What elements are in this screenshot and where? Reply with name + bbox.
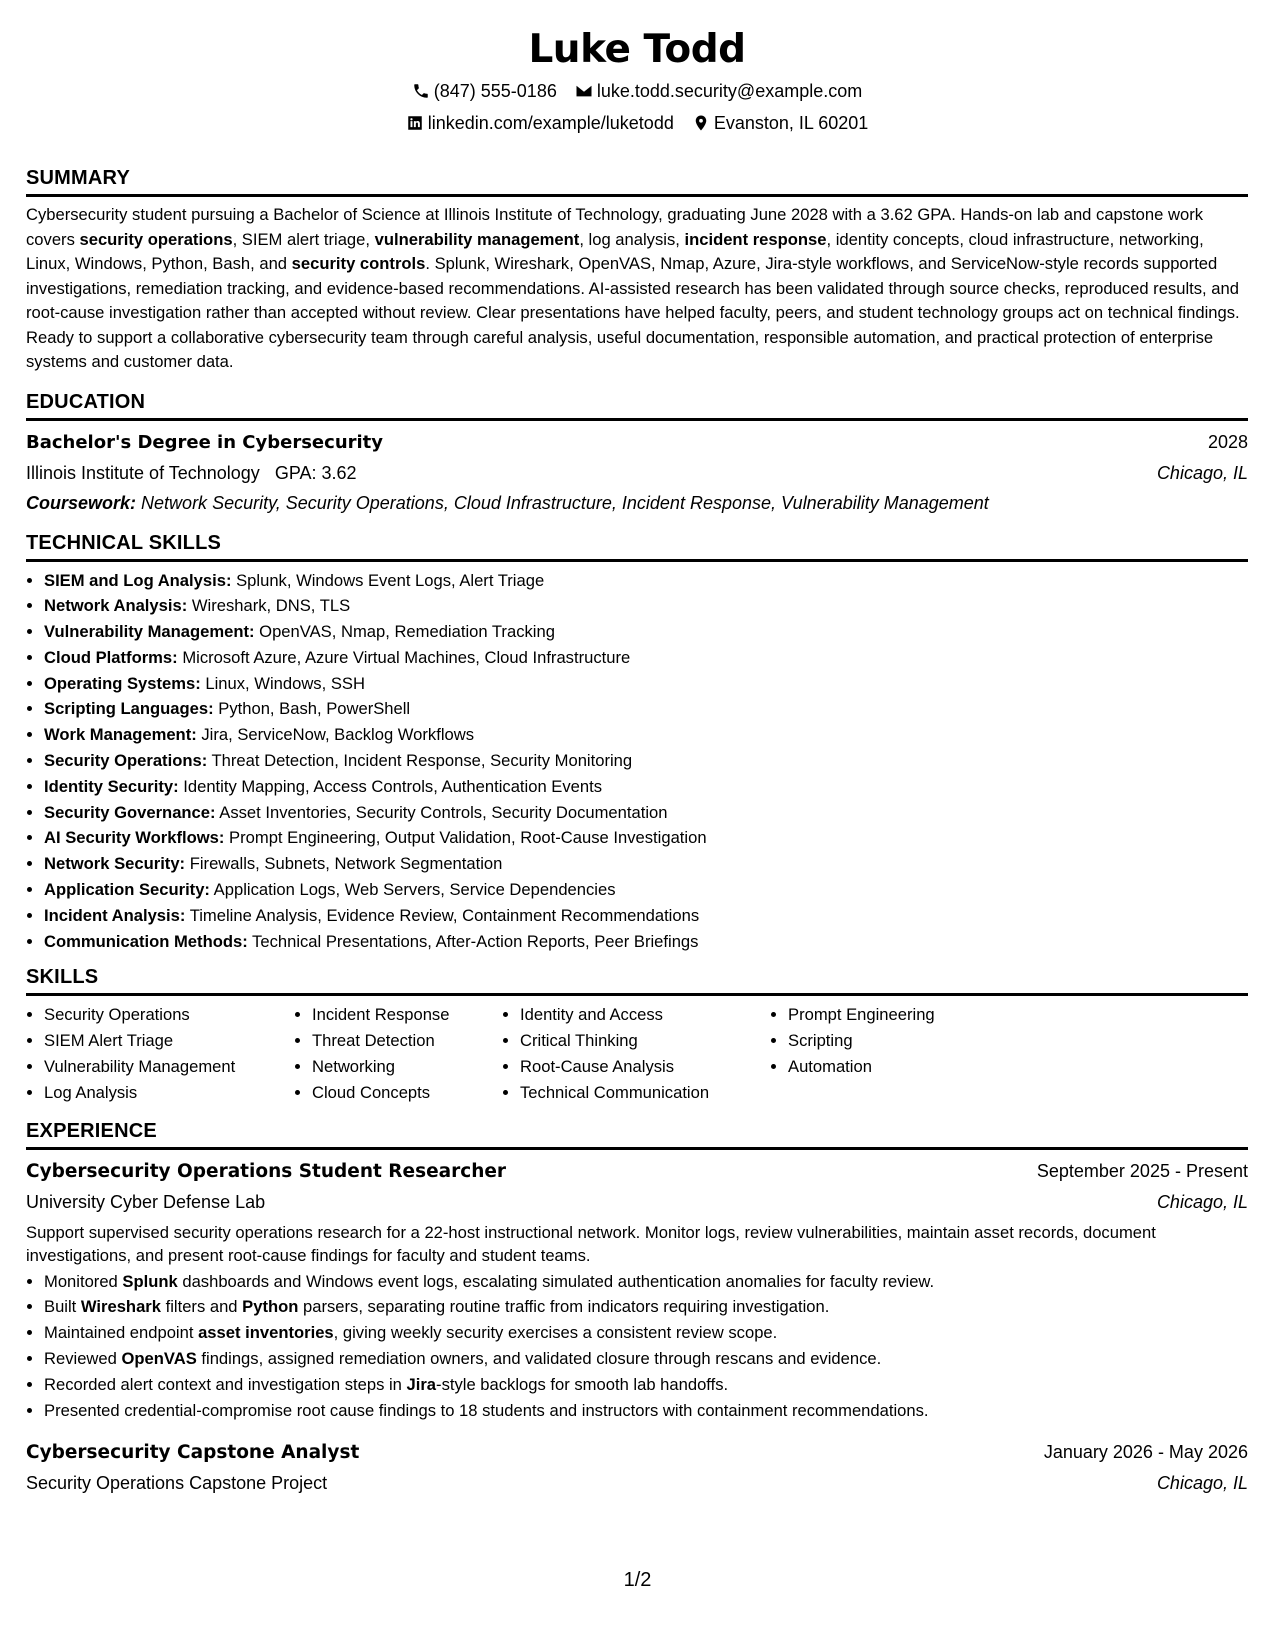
education-section xyxy=(26,389,1248,518)
bullet-text: Reviewed xyxy=(44,1349,122,1369)
section-divider xyxy=(26,993,1248,996)
skill-category: Work Management: xyxy=(44,725,197,745)
coursework-list: Network Security, Security Operations, Cloud Infrastructure, Incident Response, Vulnerability Management xyxy=(141,492,989,513)
bullet-text: Maintained endpoint xyxy=(44,1323,199,1343)
bullet-keyword: Splunk xyxy=(122,1271,178,1291)
job-description: Support supervised security operations research for a 22-host instructional network. Monitor logs, review vulnerabilities, maintain asset records, document investigations, and present root-cause findings for faculty and student teams. xyxy=(26,1222,1156,1265)
skill-values: Jira, ServiceNow, Backlog Workflows xyxy=(201,725,475,745)
list-item xyxy=(44,1320,1248,1346)
degree-row xyxy=(26,427,1248,458)
bullet-text: Recorded alert context and investigation steps in xyxy=(44,1374,407,1394)
skill-category: Application Security: xyxy=(44,880,210,900)
section-divider xyxy=(26,1147,1248,1150)
institution-line xyxy=(26,458,357,488)
list-item xyxy=(44,825,1248,851)
skill-values: OpenVAS, Nmap, Remediation Tracking xyxy=(259,622,555,642)
gpa: GPA: 3.62 xyxy=(274,462,357,483)
list-item xyxy=(44,877,1248,903)
skill-values: Microsoft Azure, Azure Virtual Machines, Cloud Infrastructure xyxy=(182,647,631,667)
list-item xyxy=(44,671,1248,697)
list-item: • Networking xyxy=(312,1054,502,1080)
job-org-row xyxy=(26,1187,1248,1217)
linkedin-contact[interactable] xyxy=(406,111,674,135)
job-location: Chicago, IL xyxy=(1156,1473,1248,1494)
job-dates: January 2026 - May 2026 xyxy=(1043,1442,1248,1463)
summary-keyword: security operations xyxy=(79,229,233,249)
bullet-text: parsers, separating routine traffic from indicators requiring investigation. xyxy=(298,1297,830,1317)
section-divider xyxy=(26,194,1248,197)
bullet-keyword: Wireshark xyxy=(80,1297,161,1317)
bullet-keyword: Python xyxy=(242,1297,299,1317)
page-number: 1/2 xyxy=(623,1569,652,1591)
summary-part: , SIEM alert triage, xyxy=(232,229,375,249)
list-item xyxy=(44,568,1248,594)
phone-icon xyxy=(412,82,430,100)
coursework-label: Coursework: xyxy=(26,492,137,513)
skills-column xyxy=(502,1002,770,1105)
skill-values: Firewalls, Subnets, Network Segmentation xyxy=(189,854,503,874)
bullet-text: -style backlogs for smooth lab handoffs. xyxy=(436,1374,729,1394)
skill-values: Technical Presentations, After-Action Reports, Peer Briefings xyxy=(252,931,699,951)
skill-category: Security Operations: xyxy=(44,751,208,771)
summary-text xyxy=(26,203,1248,375)
institution-row xyxy=(26,458,1248,488)
skill-category: Identity Security: xyxy=(44,776,179,796)
skill-category: Security Governance: xyxy=(44,802,216,822)
bullet-text: dashboards and Windows event logs, escalating simulated authentication anomalies for faculty review. xyxy=(177,1271,935,1291)
summary-part: . Splunk, Wireshark, OpenVAS, Nmap, Azure, Jira-style workflows, and ServiceNow-style records supported investigations, remediation tracking, and evidence-based recommendations. AI-assisted research has been validated through source checks, reproduced results, and root-cause investigation rather than accepted without review. Clear presentations have helped faculty, peers, and student technology groups act on technical findings. Ready to support a collaborative cybersecurity team through careful analysis, useful documentation, responsible automation, and practical protection of enterprise systems and customer data. xyxy=(26,254,1240,371)
summary-part: Cybersecurity student pursuing a Bachelor of Science at Illinois Institute of Technology, graduating June 2028 with a 3.62 GPA. Hands-on lab and capstone work covers xyxy=(26,205,1204,249)
skill-values: Splunk, Windows Event Logs, Alert Triage xyxy=(236,570,545,590)
email-text[interactable]: luke.todd.security@example.com xyxy=(596,81,863,101)
list-item: • Vulnerability Management xyxy=(44,1054,294,1080)
list-item xyxy=(44,593,1248,619)
list-item xyxy=(44,1346,1248,1372)
list-item: • Prompt Engineering xyxy=(788,1002,1028,1028)
education-location: Chicago, IL xyxy=(1156,462,1248,483)
list-item xyxy=(44,696,1248,722)
section-divider xyxy=(26,559,1248,562)
job-bullets xyxy=(26,1269,1248,1424)
skill-category: Network Analysis: xyxy=(44,596,188,616)
contact-row-1 xyxy=(26,79,1248,103)
education-heading: EDUCATION xyxy=(26,390,146,413)
location-contact xyxy=(692,111,868,135)
bullet-text: findings, assigned remediation owners, and validated closure through rescans and evidence. xyxy=(196,1349,882,1369)
list-item: • Identity and Access xyxy=(520,1002,770,1028)
skill-values: Identity Mapping, Access Controls, Authentication Events xyxy=(183,776,603,796)
skill-category: AI Security Workflows: xyxy=(44,828,225,848)
skills-section xyxy=(26,964,1248,1105)
list-item xyxy=(44,748,1248,774)
skill-values: Prompt Engineering, Output Validation, Root-Cause Investigation xyxy=(229,828,707,848)
contact-row-2 xyxy=(26,111,1248,135)
skills-column xyxy=(294,1002,502,1105)
skill-values: Linux, Windows, SSH xyxy=(205,673,365,693)
resume-page xyxy=(26,0,1248,1498)
job-organization: University Cyber Defense Lab xyxy=(26,1191,266,1212)
skill-values: Threat Detection, Incident Response, Security Monitoring xyxy=(211,751,633,771)
list-item xyxy=(44,929,1248,955)
skills-column xyxy=(770,1002,1028,1105)
skill-category: Incident Analysis: xyxy=(44,905,186,925)
summary-part: , log analysis, xyxy=(579,229,685,249)
list-item xyxy=(44,1269,1248,1295)
list-item: • Security Operations xyxy=(44,1002,294,1028)
bullet-text: Monitored xyxy=(44,1271,123,1291)
list-item: • Threat Detection xyxy=(312,1028,502,1054)
list-item xyxy=(44,645,1248,671)
bullet-text: Built xyxy=(44,1297,81,1317)
job-location: Chicago, IL xyxy=(1156,1191,1248,1212)
list-item xyxy=(44,774,1248,800)
section-divider xyxy=(26,418,1248,421)
list-item xyxy=(44,851,1248,877)
phone-text: (847) 555-0186 xyxy=(433,81,557,101)
experience-section xyxy=(26,1118,1248,1499)
job-entry xyxy=(26,1437,1248,1498)
skill-category: Scripting Languages: xyxy=(44,699,214,719)
list-item: • Log Analysis xyxy=(44,1080,294,1106)
list-item xyxy=(44,800,1248,826)
job-title: Cybersecurity Capstone Analyst xyxy=(26,1442,360,1464)
list-item: • Root-Cause Analysis xyxy=(520,1054,770,1080)
job-header xyxy=(26,1437,1248,1468)
institution-name: Illinois Institute of Technology xyxy=(26,462,260,483)
list-item: • Critical Thinking xyxy=(520,1028,770,1054)
job-header xyxy=(26,1156,1248,1187)
linkedin-icon xyxy=(406,114,424,132)
skill-category: Operating Systems: xyxy=(44,673,201,693)
list-item: • Cloud Concepts xyxy=(312,1080,502,1106)
envelope-icon xyxy=(575,82,593,100)
list-item xyxy=(44,619,1248,645)
list-item: • Incident Response xyxy=(312,1002,502,1028)
candidate-name: Luke Todd xyxy=(528,27,746,72)
skill-values: Python, Bash, PowerShell xyxy=(218,699,411,719)
summary-heading: SUMMARY xyxy=(26,167,130,189)
bullet-text: Presented credential-compromise root cause findings to 18 students and instructors with containment recommendations. xyxy=(44,1400,929,1420)
bullet-keyword: asset inventories xyxy=(198,1323,334,1343)
linkedin-text[interactable]: linkedin.com/example/luketodd xyxy=(427,113,674,133)
skill-values: Asset Inventories, Security Controls, Security Documentation xyxy=(219,802,668,822)
job-organization: Security Operations Capstone Project xyxy=(26,1473,328,1494)
summary-keyword: incident response xyxy=(684,229,827,249)
skills-grid xyxy=(26,1002,1248,1105)
list-item xyxy=(44,722,1248,748)
bullet-keyword: Jira xyxy=(406,1374,437,1394)
list-item: • Technical Communication xyxy=(520,1080,770,1106)
technical-skills-heading: TECHNICAL SKILLS xyxy=(26,531,222,554)
job-title: Cybersecurity Operations Student Researcher xyxy=(26,1160,507,1182)
experience-heading: EXPERIENCE xyxy=(26,1119,157,1142)
skill-category: Network Security: xyxy=(44,854,186,874)
skill-category: Cloud Platforms: xyxy=(44,647,178,667)
skill-category: SIEM and Log Analysis: xyxy=(44,570,232,590)
skill-category: Vulnerability Management: xyxy=(44,622,255,642)
summary-section xyxy=(26,165,1248,375)
bullet-text: , giving weekly security exercises a consistent review scope. xyxy=(333,1323,778,1343)
list-item xyxy=(44,903,1248,929)
job-org-row xyxy=(26,1468,1248,1498)
list-item xyxy=(44,1372,1248,1398)
technical-skills-section xyxy=(26,530,1248,955)
job-entry xyxy=(26,1156,1248,1424)
list-item xyxy=(44,1294,1248,1320)
skills-heading: SKILLS xyxy=(26,966,99,989)
phone-contact xyxy=(412,79,557,103)
job-dates: September 2025 - Present xyxy=(1036,1160,1248,1181)
degree-name: Bachelor's Degree in Cybersecurity xyxy=(26,431,384,453)
graduation-year: 2028 xyxy=(1207,431,1248,452)
list-item: • Scripting xyxy=(788,1028,1028,1054)
summary-part: , identity concepts, cloud infrastructure, networking, Linux, Windows, Python, Bash, and xyxy=(26,229,1204,273)
skill-category: Communication Methods: xyxy=(44,931,248,951)
map-pin-icon xyxy=(692,114,710,132)
email-contact[interactable] xyxy=(575,79,862,103)
coursework-line xyxy=(26,488,1248,518)
bullet-text: filters and xyxy=(160,1297,243,1317)
skill-values: Timeline Analysis, Evidence Review, Containment Recommendations xyxy=(189,905,700,925)
technical-skills-list xyxy=(26,568,1248,955)
list-item xyxy=(44,1398,1248,1424)
skill-values: Wireshark, DNS, TLS xyxy=(191,596,351,616)
summary-keyword: vulnerability management xyxy=(374,229,580,249)
location-text: Evanston, IL 60201 xyxy=(713,113,869,133)
bullet-keyword: OpenVAS xyxy=(121,1349,197,1369)
summary-keyword: security controls xyxy=(291,254,426,273)
list-item: • Automation xyxy=(788,1054,1028,1080)
skill-values: Application Logs, Web Servers, Service Dependencies xyxy=(213,880,616,900)
list-item: • SIEM Alert Triage xyxy=(44,1028,294,1054)
skills-column xyxy=(26,1002,294,1105)
